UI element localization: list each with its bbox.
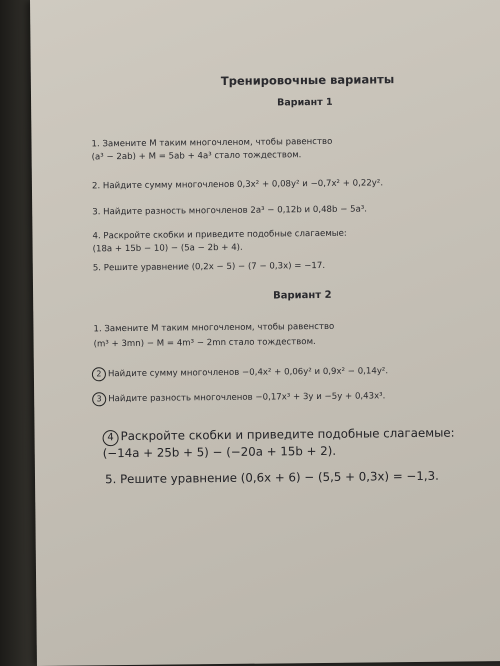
v2-task3: Найдите разность многочленов −0,17x³ + 3y и −5y + 0,43x³. — [108, 391, 386, 405]
v2-task5: 5. Решите уравнение (0,6x + 6) − (5,5 + 0,3x) = −1,3. — [104, 468, 439, 487]
v1-task4-line2: (18a + 15b − 10) − (5a − 2b + 4). — [92, 242, 243, 255]
v2-task2: Найдите сумму многочленов −0,4x² + 0,06y² и 0,9x² − 0,14y². — [107, 366, 389, 380]
v1-task3: 3. Найдите разность многочленов 2a³ − 0,12b и 0,48b − 5a³. — [92, 204, 368, 218]
v2-task4-line2: (−14a + 25b + 5) − (−20a + 15b + 2). — [102, 443, 337, 461]
circled-number-2: 2 — [92, 367, 106, 381]
v2-task3-row — [92, 389, 385, 406]
v1-task2: 2. Найдите сумму многочленов 0,3x² + 0,08y² и −0,7x² + 0,22y². — [91, 178, 384, 192]
circled-number-4: 4 — [103, 430, 119, 446]
v2-task4-row — [102, 426, 454, 447]
variant-2-heading: Вариант 2 — [273, 289, 332, 302]
v1-task4-line1: 4. Раскройте скобки и приведите подобные слагаемые: — [92, 228, 347, 242]
v2-task1-line1: 1. Замените M таким многочленом, чтобы равенство — [93, 321, 335, 335]
worksheet-page — [30, 0, 500, 666]
circled-number-3: 3 — [92, 392, 106, 406]
v1-task5: 5. Решите уравнение (0,2x − 5) − (7 − 0,3x) = −17. — [92, 260, 326, 274]
v1-task1-line1: 1. Замените M таким многочленом, чтобы равенство — [91, 136, 333, 150]
page-title: Тренировочные варианты — [220, 72, 395, 89]
v2-task4-line1: Раскройте скобки и приведите подобные слагаемые: — [120, 425, 455, 444]
variant-1-heading: Вариант 1 — [277, 96, 333, 109]
v2-task2-row — [92, 364, 388, 381]
v1-task1-line2: (a³ − 2ab) + M = 5ab + 4a³ стало тождеством. — [91, 150, 302, 163]
v2-task1-line2: (m³ + 3mn) − M = 4m³ − 2mn стало тождеством. — [93, 337, 316, 350]
